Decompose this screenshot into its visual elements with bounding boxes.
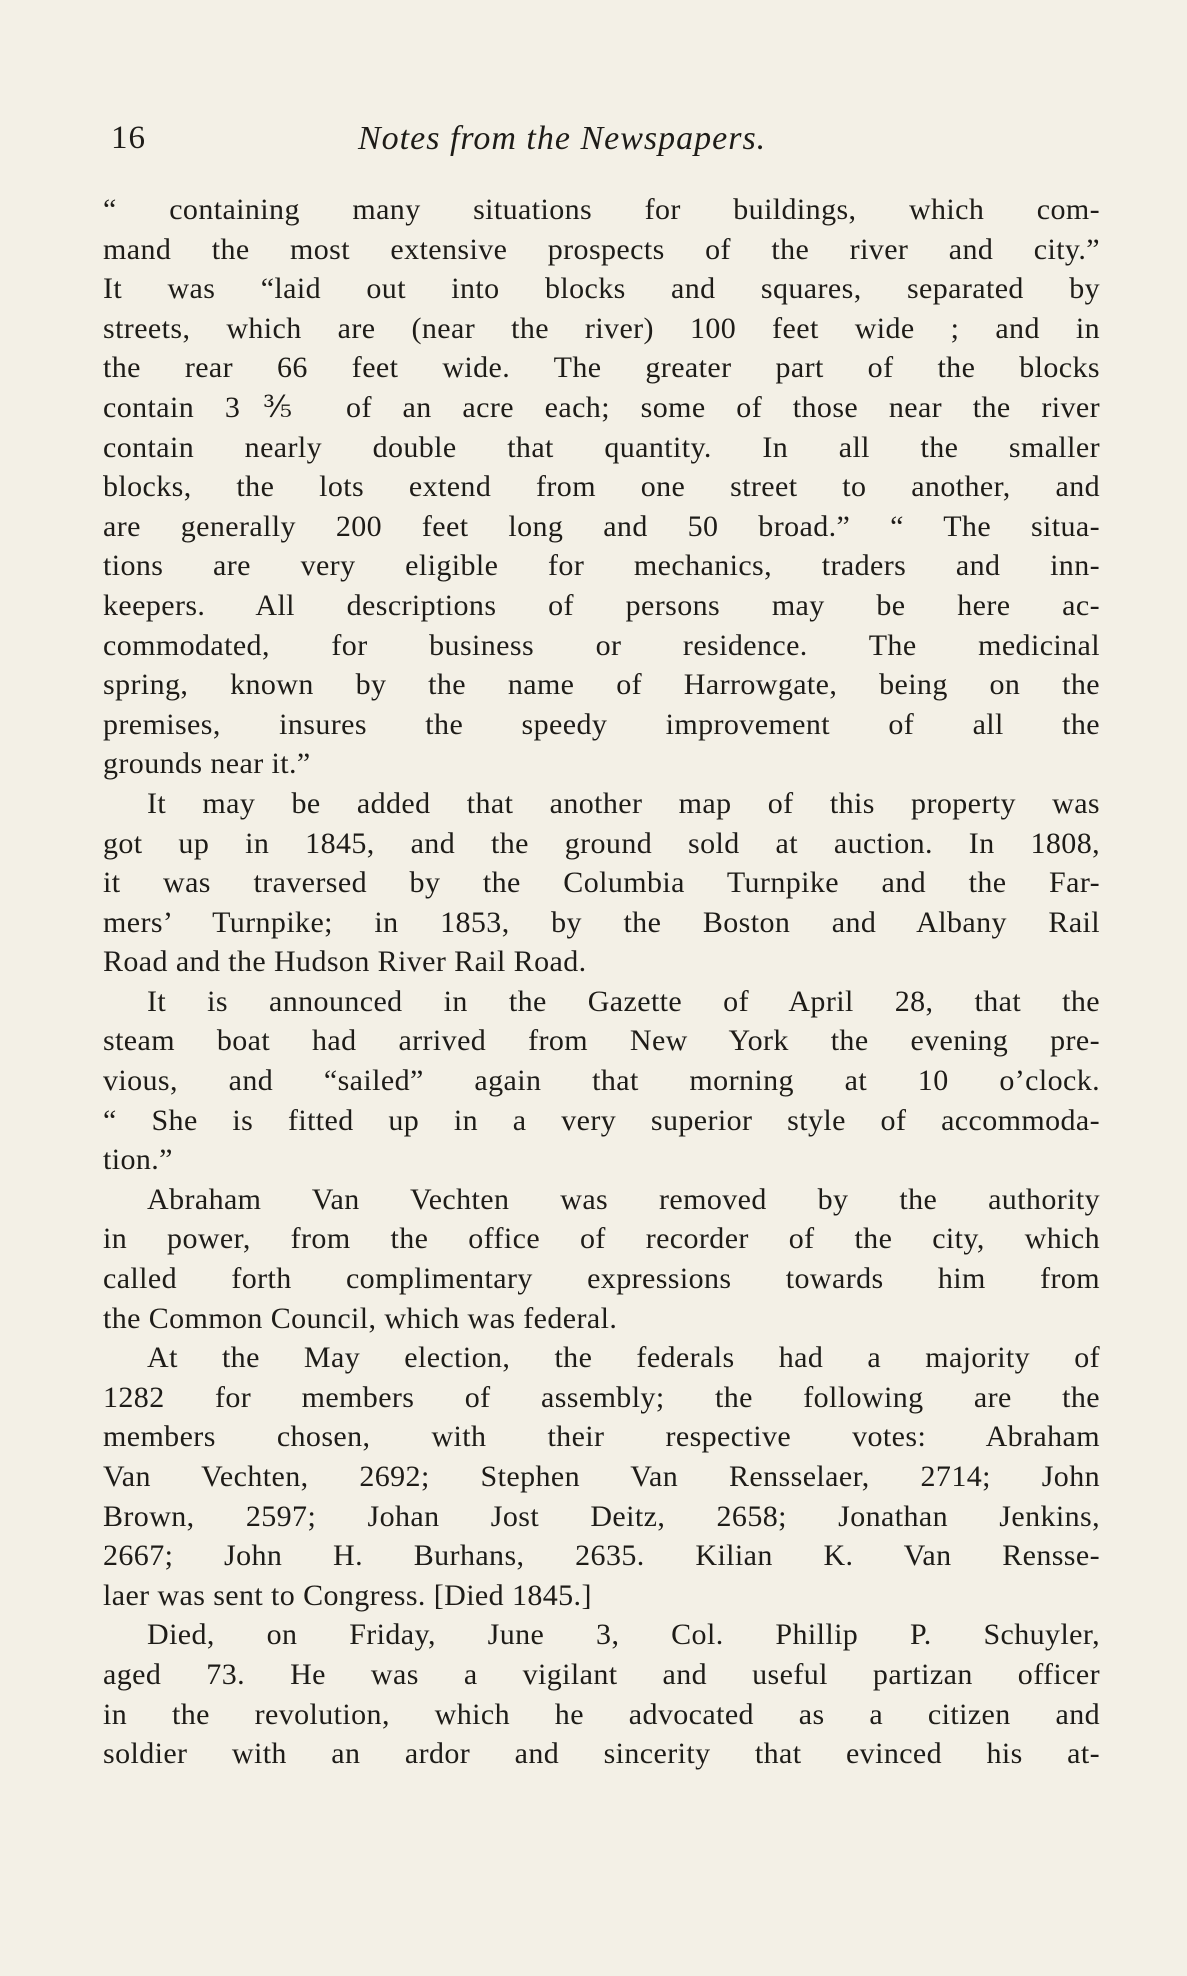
running-title: Notes from the Newspapers. (358, 120, 767, 157)
text-line: mand the most extensive prospects of the river and city.” (103, 232, 1100, 266)
text-line: keepers. All descriptions of persons may be here ac- (103, 588, 1100, 622)
text-line: premises, insures the speedy improvement of all the (103, 707, 1100, 741)
text-line: blocks, the lots extend from one street to another, and (103, 470, 1100, 504)
text-line: called forth complimentary expressions towards him from (103, 1262, 1100, 1296)
text-line: tion.” (103, 1143, 173, 1177)
text-line: got up in 1845, and the ground sold at auction. In 1808, (103, 826, 1100, 860)
text-line: are generally 200 feet long and 50 broad.” “ The situa- (103, 509, 1100, 543)
text-line: vious, and “sailed” again that morning at 10 o’clock. (103, 1064, 1100, 1098)
text-line: spring, known by the name of Harrowgate, being on the (103, 668, 1100, 702)
text-line: in power, from the office of recorder of the city, which (103, 1222, 1100, 1256)
text-line: streets, which are (near the river) 100 feet wide ; and in (103, 311, 1100, 345)
text-line: “ She is fitted up in a very superior style of accommoda- (103, 1103, 1100, 1137)
text-line: steam boat had arrived from New York the evening pre- (103, 1024, 1100, 1058)
text-line: contain 3⅗ of an acre each; some of those near the river (103, 390, 1100, 424)
text-line: Died, on Friday, June 3, Col. Phillip P. Schuyler, (147, 1618, 1100, 1652)
text-line: soldier with an ardor and sincerity that evinced his at- (103, 1737, 1100, 1771)
page-number: 16 (111, 120, 146, 156)
text-line: tions are very eligible for mechanics, traders and inn- (103, 549, 1100, 583)
text-line: Abraham Van Vechten was removed by the authority (147, 1182, 1100, 1216)
text-line: aged 73. He was a vigilant and useful partizan officer (103, 1657, 1100, 1691)
text-line: members chosen, with their respective votes: Abraham (103, 1420, 1100, 1454)
text-line: It may be added that another map of this property was (147, 786, 1100, 820)
text-line: in the revolution, which he advocated as a citizen and (103, 1697, 1100, 1731)
text-line: “ containing many situations for buildings, which com- (103, 193, 1100, 226)
text-line: the Common Council, which was federal. (103, 1301, 618, 1335)
text-line: It is announced in the Gazette of April 28, that the (147, 984, 1100, 1018)
text-line: it was traversed by the Columbia Turnpike and the Far- (103, 866, 1100, 900)
text-line: Road and the Hudson River Rail Road. (103, 945, 587, 979)
text-line: It was “laid out into blocks and squares, separated by (103, 272, 1100, 306)
page-header (103, 120, 843, 170)
text-line: Van Vechten, 2692; Stephen Van Rensselaer, 2714; John (103, 1460, 1100, 1493)
text-line: At the May election, the federals had a majority of (147, 1341, 1100, 1375)
text-line: commodated, for business or residence. The medicinal (103, 628, 1100, 662)
text-line: contain nearly double that quantity. In all the smaller (103, 430, 1100, 464)
text-line: Brown, 2597; Johan Jost Deitz, 2658; Jonathan Jenkins, (103, 1499, 1100, 1533)
text-line: mers’ Turnpike; in 1853, by the Boston and Albany Rail (103, 905, 1100, 939)
text-line: grounds near it.” (103, 747, 311, 781)
text-line: the rear 66 feet wide. The greater part of the blocks (103, 351, 1100, 385)
body-text (103, 190, 1100, 1774)
text-line: 1282 for members of assembly; the following are the (103, 1380, 1100, 1414)
text-line: 2667; John H. Burhans, 2635. Kilian K. Van Rensse- (103, 1539, 1100, 1573)
text-line: laer was sent to Congress. [Died 1845.] (103, 1578, 592, 1612)
